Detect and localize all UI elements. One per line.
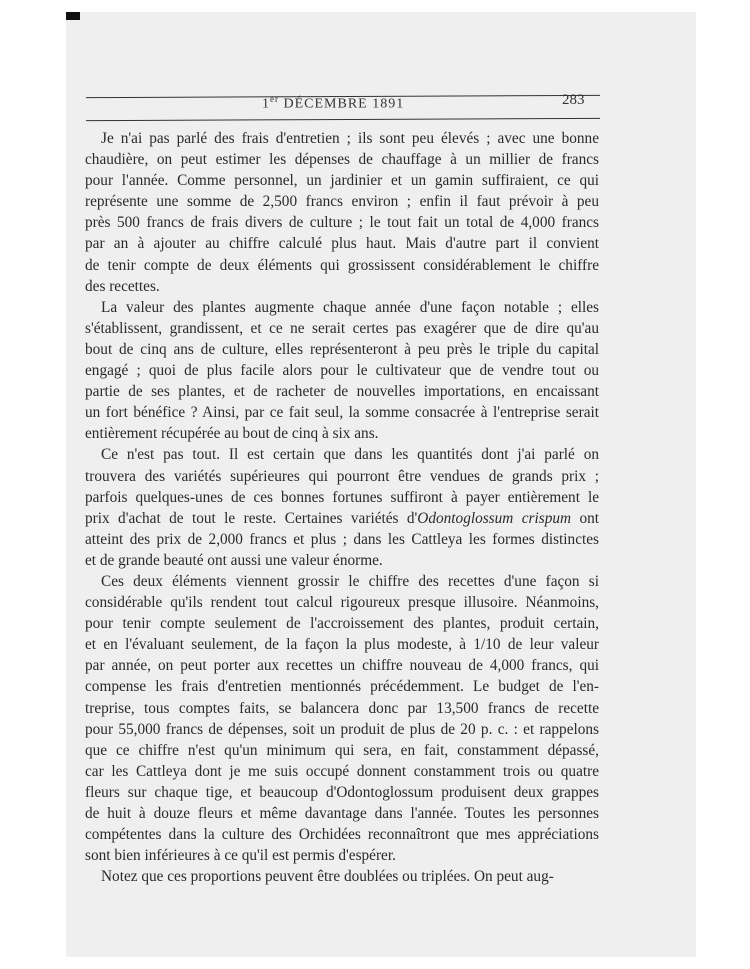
text-line: Ce n'est pas tout. Il est certain que dans les quantités dont j'ai parlé on xyxy=(101,446,599,464)
text-line: par année, on peut porter aux recettes un chiffre nouveau de 4,000 francs, qui xyxy=(85,657,599,675)
text-line: que ce chiffre n'est qu'un minimum qui sera, en fait, constamment dépassé, xyxy=(85,741,599,759)
text-line: Ces deux éléments viennent grossir le chiffre des recettes d'une façon si xyxy=(101,572,599,590)
text-segment: ont xyxy=(571,509,600,527)
header-sup: er xyxy=(270,94,279,104)
text-line: compétentes dans la culture des Orchidées reconnaîtront que mes appréciations xyxy=(85,826,599,844)
text-line: fleurs sur chaque tige, et beaucoup d'Odontoglossum produisent deux grappes xyxy=(85,783,599,801)
text-line: et en l'évaluant seulement, de la façon la plus modeste, à 1/10 de leur valeur xyxy=(85,636,599,654)
text-line: et de grande beauté ont aussi une valeur énorme. xyxy=(85,551,383,569)
text-line: par an à ajouter au chiffre calculé plus haut. Mais d'autre part il convient xyxy=(85,235,599,253)
text-line: pour 55,000 francs de dépenses, soit un produit de plus de 20 p. c. : et rappelons xyxy=(85,720,599,738)
text-line: atteint des prix de 2,000 francs et plus ; dans les Cattleya les formes distinctes xyxy=(85,530,599,548)
text-line: des recettes. xyxy=(85,277,160,295)
header-date: DÉCEMBRE 1891 xyxy=(279,96,405,112)
text-line: compense les frais d'entretien mentionnés précédemment. Le budget de l'en- xyxy=(85,678,599,696)
text-line: car les Cattleya dont je me suis occupé donnent constamment trois ou quatre xyxy=(85,762,599,780)
text-line: pour l'année. Comme personnel, un jardinier et un gamin suffiraient, ce qui xyxy=(85,172,599,190)
text-line: engagé ; quoi de plus facile alors pour le cultivateur que de vendre tout ou xyxy=(85,362,599,380)
text-line: Je n'ai pas parlé des frais d'entretien ; ils sont peu élevés ; avec une bonne xyxy=(101,130,599,147)
text-line: représente une somme de 2,500 francs environ ; enfin il faut prévoir à peu xyxy=(85,193,599,211)
text-line: de huit à douze fleurs et même davantage dans l'année. Toutes les personnes xyxy=(85,805,599,822)
species-name: Odontoglossum crispum xyxy=(417,509,572,527)
text-line: pour tenir compte seulement de l'accroissement des plantes, produit certain, xyxy=(85,615,599,633)
text-line: partie de ses plantes, et de racheter de nouvelles importations, en encaissant xyxy=(85,383,599,401)
text-line: entièrement récupérée au bout de cinq à six ans. xyxy=(85,425,379,443)
text-line: un fort bénéfice ? Ainsi, par ce fait seul, la somme consacrée à l'entreprise serait xyxy=(85,404,599,422)
text-line: La valeur des plantes augmente chaque année d'une façon notable ; elles xyxy=(101,298,599,316)
text-line: Notez que ces proportions peuvent être doublées ou triplées. On peut aug- xyxy=(101,868,554,886)
text-segment: prix d'achat de tout le reste. Certaines variétés d' xyxy=(85,509,418,527)
page-number: 283 xyxy=(562,92,585,108)
text-line: trouvera des variétés supérieures qui pourront être vendues de grands prix ; xyxy=(85,467,599,485)
text-line: près 500 francs de frais divers de culture ; le tout fait un total de 4,000 francs xyxy=(85,214,599,232)
text-line: chaudière, on peut estimer les dépenses de chauffage à un millier de francs xyxy=(85,151,599,169)
text-line: s'établissent, grandissent, et ce ne serait certes pas exagérer que de dire qu'au xyxy=(85,319,599,337)
running-header xyxy=(262,94,404,113)
scan-corner xyxy=(66,12,80,20)
text-line: bout de cinq ans de culture, elles représenteront à peu près le triple du capital xyxy=(85,340,599,358)
text-line: de tenir compte de deux éléments qui grossissent considérablement le chiffre xyxy=(85,256,599,274)
text-line: parfois quelques-unes de ces bonnes fortunes suffiront à payer entièrement le xyxy=(85,488,599,506)
text-line: treprise, tous comptes faits, se balancera donc par 13,500 francs de recette xyxy=(85,699,599,717)
text-line xyxy=(85,508,599,529)
body-text xyxy=(85,128,599,887)
text-line: sont bien inférieures à ce qu'il est permis d'espérer. xyxy=(85,847,396,865)
header-day: 1 xyxy=(262,96,270,112)
text-line: considérable qu'ils rendent tout calcul rigoureux presque illusoire. Néanmoins, xyxy=(85,594,599,612)
